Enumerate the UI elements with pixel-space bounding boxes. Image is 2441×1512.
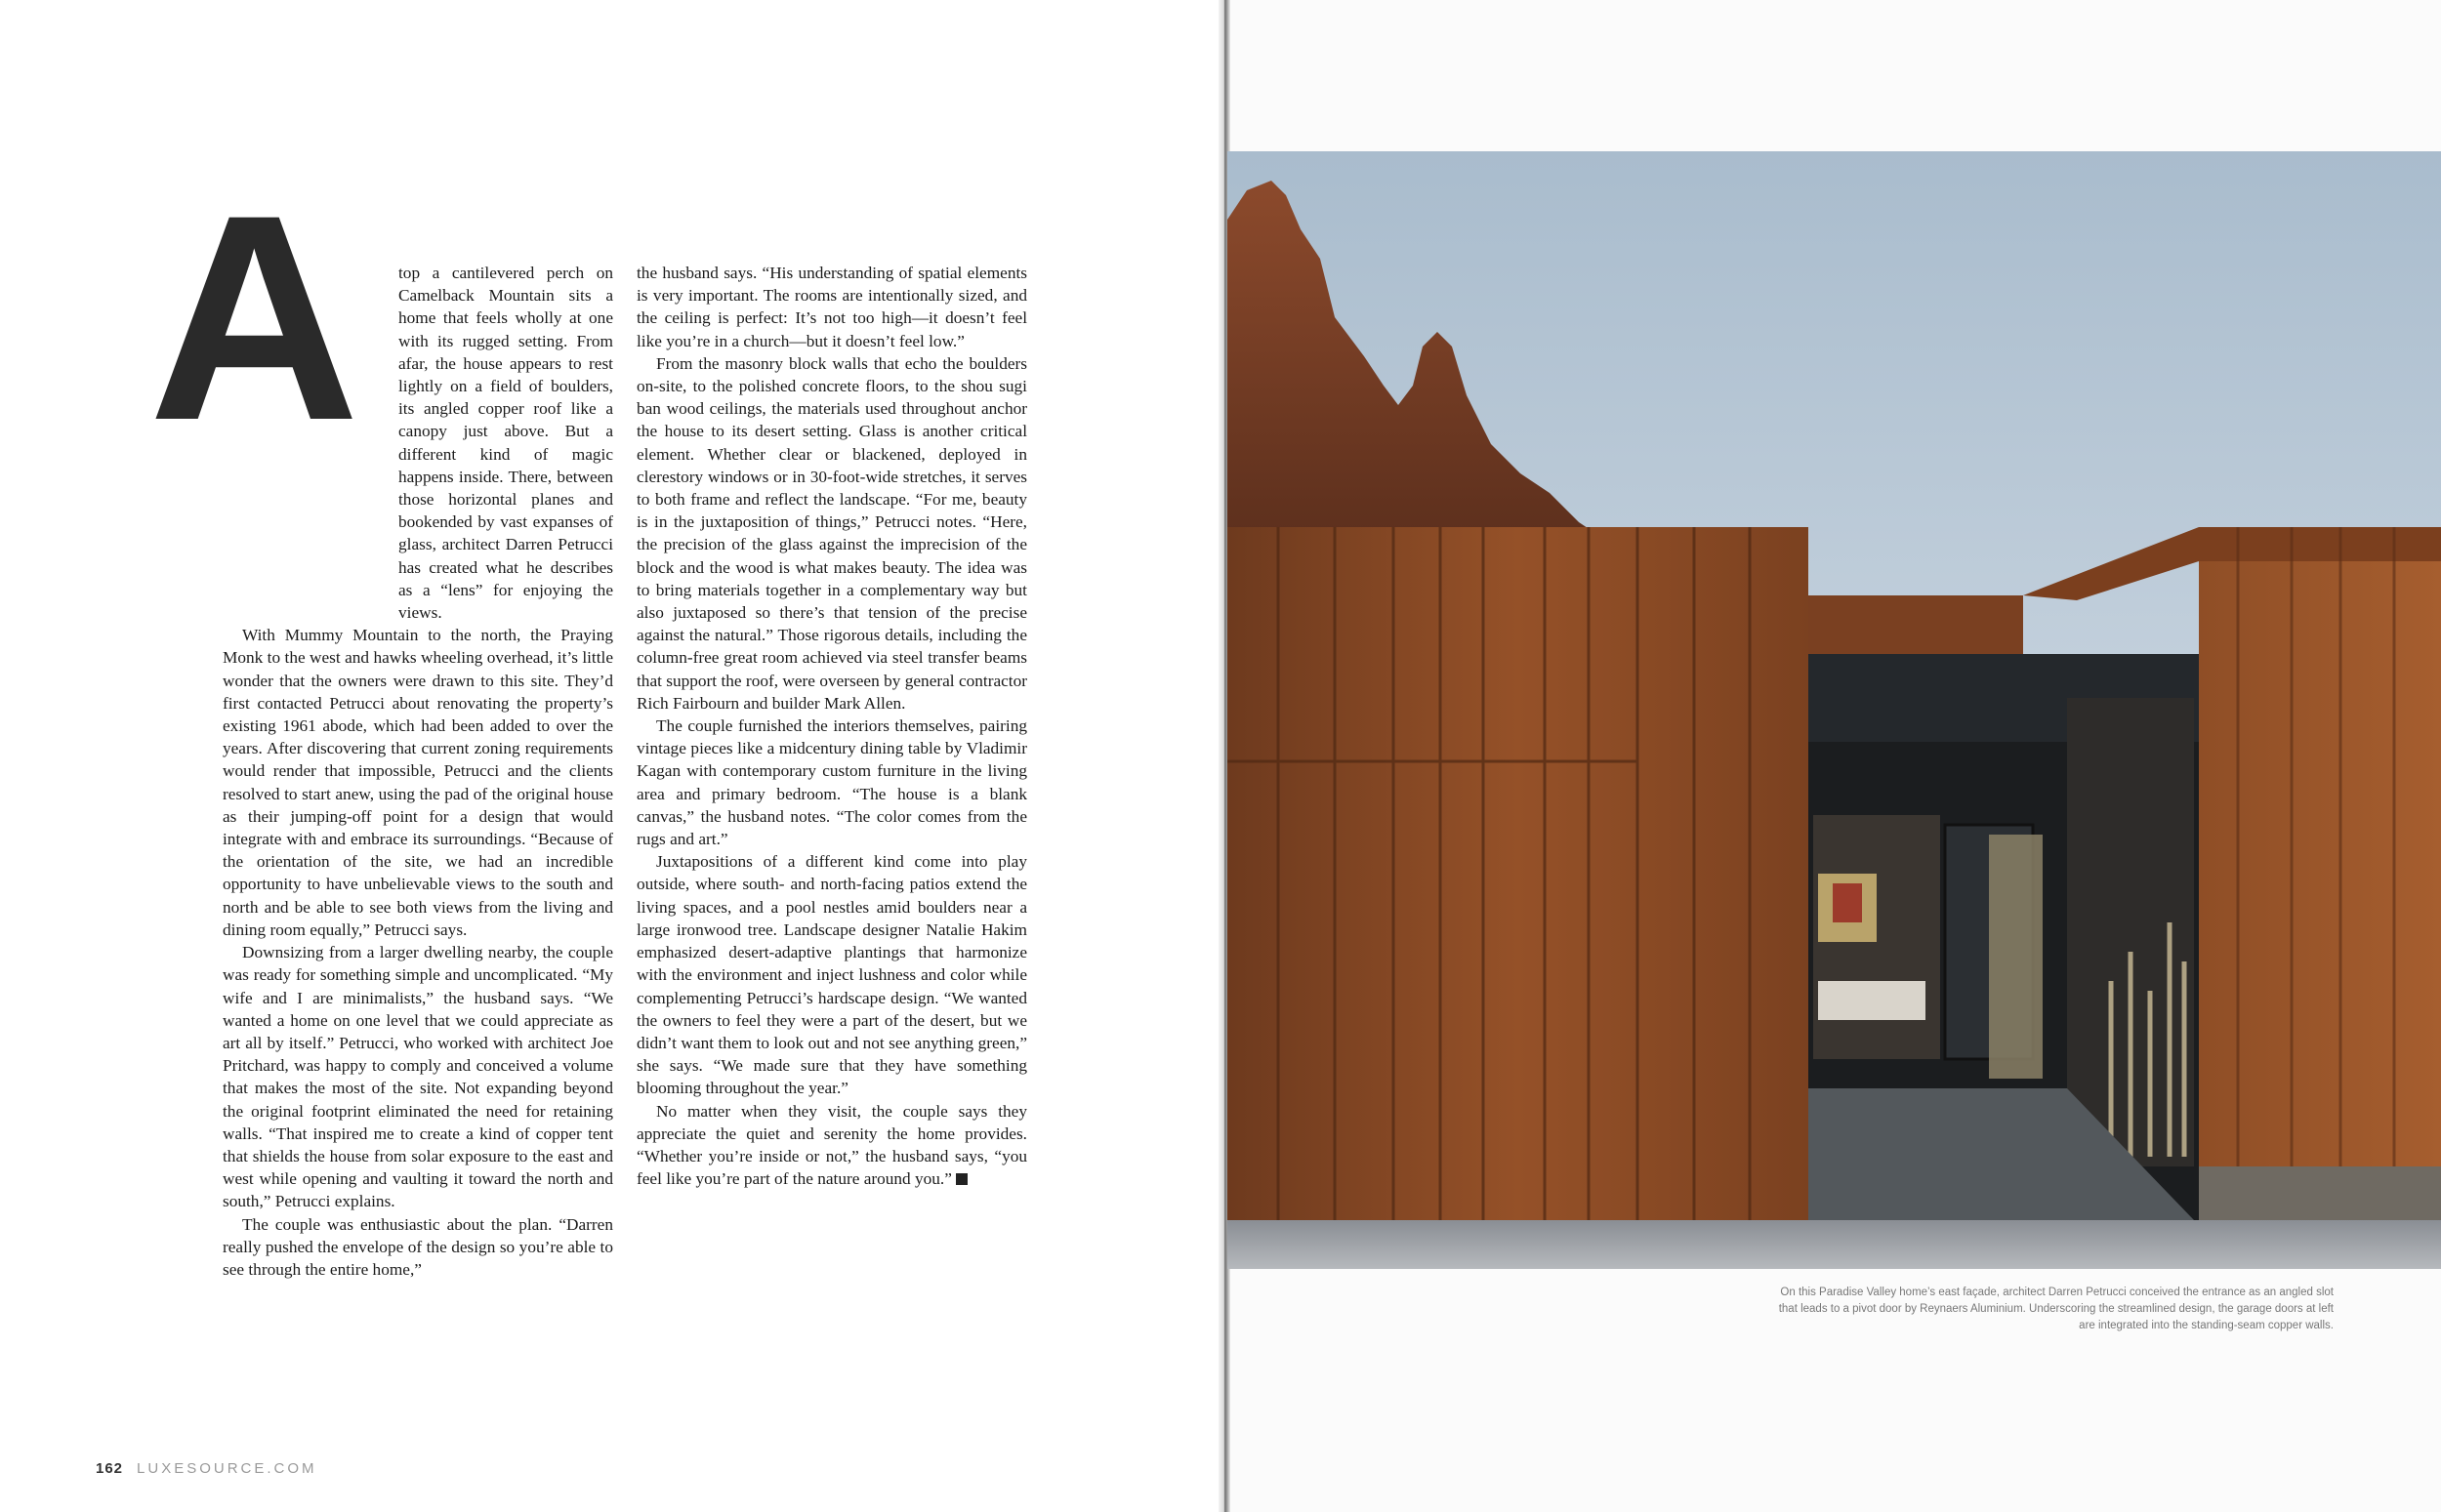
paragraph	[637, 1100, 1027, 1191]
photo-caption: On this Paradise Valley home’s east façade, architect Darren Petrucci conceived the entrance as an angled slot that leads to a pivot door by Reynaers Aluminium. Underscoring the streamlined design, the garage doors at left are integrated into the standing-seam copper walls.	[1778, 1287, 2334, 1331]
paragraph: The couple furnished the interiors themselves, pairing vintage pieces like a midcentury dining table by Vladimir Kagan with contemporary custom furniture in the living area and primary bedroom. “The house is a blank canvas,” the husband notes. “The color comes from the rugs and art.”	[637, 716, 1027, 849]
end-mark-icon	[956, 1173, 968, 1185]
paragraph: From the masonry block walls that echo the boulders on-site, to the polished concrete floors, to the shou sugi ban wood ceilings, the materials used throughout anchor the house to its desert setting. Glass is another critical element. Whether clear or blackened, deployed in clerestory windows or in 30-foot-wide stretches, it serves to both frame and reflect the landscape. “For me, beauty is in the juxtaposition of things,” Petrucci notes. “Here, the precision of the glass against the imprecision of the block and the wood is what makes beauty. The idea was to bring materials together in a complementary way but also juxtaposed so there’s that tension of the precise against the natural.” Those rigorous details, including the column-free great room achieved via steel transfer beams that support the roof, were overseen by general contractor Rich Fairbourn and builder Mark Allen.	[637, 353, 1027, 713]
article-column-2	[637, 262, 1027, 1190]
copper-wall-left	[1227, 527, 1808, 1220]
copper-wall-right	[2199, 527, 2441, 1220]
page-footer	[96, 1460, 317, 1477]
ground-pavement	[1227, 1220, 2441, 1269]
paragraph: the husband says. “His understanding of spatial elements is very important. The rooms are intentionally sized, and the ceiling is perfect: It’s not too high—it doesn’t feel like you’re in a church—but it doesn’t feel low.”	[637, 264, 1027, 350]
closing-text: No matter when they visit, the couple says they appreciate the quiet and serenity the home provides. “Whether you’re inside or not,” the husband says, “you feel like you’re part of the nature around you.”	[637, 1101, 1027, 1189]
house-photo-illustration	[1227, 151, 2441, 1269]
article-column-1	[223, 262, 613, 1281]
paragraph: With Mummy Mountain to the north, the Praying Monk to the west and hawks wheeling overhead, it’s little wonder that the owners were drawn to this site. They’d first contacted Petrucci about renovating the property’s existing 1961 abode, which had been added to over the years. After discovering that current zoning requirements would render that impossible, Petrucci and the clients resolved to start anew, using the pad of the original house as their jumping-off point for a design that would integrate with and embrace its surroundings. “Because of the orientation of the site, we had an incredible opportunity to have unbelievable views to the south and north and be able to see both views from the living and dining room equally,” Petrucci says.	[223, 626, 613, 939]
paragraph: The couple was enthusiastic about the plan. “Darren really pushed the envelope of the design so you’re able to see through the entire home,”	[223, 1214, 613, 1279]
paragraph	[223, 262, 613, 624]
house-photo	[1227, 151, 2441, 1269]
paragraph: Downsizing from a larger dwelling nearby, the couple was ready for something simple and uncomplicated. “My wife and I are minimalists,” the husband says. “We wanted a home on one level that we could appreciate as art all by itself.” Petrucci, who worked with architect Joe Pritchard, was happy to comply and conceived a volume that makes the most of the site. Not expanding beyond the original footprint eliminated the need for retaining walls. “That inspired me to create a kind of copper tent that shields the house from solar exposure to the east and west while opening and vaulting it toward the north and south,” Petrucci explains.	[223, 943, 613, 1211]
site-name: LUXESOURCE.COM	[137, 1460, 317, 1477]
lead-text: top a cantilevered perch on Camelback Mountain sits a home that feels wholly at one with its rugged setting. From afar, the house appears to rest lightly on a field of boulders, its angled copper roof like a canopy just above. But a different kind of magic happens inside. There, between those horizontal planes and bookended by vast expanses of glass, architect Darren Petrucci has created what he describes as a “lens” for enjoying the views.	[398, 264, 613, 623]
page-number: 162	[96, 1460, 124, 1477]
drop-cap: A	[148, 153, 356, 481]
paragraph: Juxtapositions of a different kind come into play outside, where south- and north-facing patios extend the living spaces, and a pool nestles amid boulders near a large ironwood tree. Landscape designer Natalie Hakim emphasized desert-adaptive plantings that harmonize with the environment and inject lushness and color while complementing Petrucci’s hardscape design. “We wanted the owners to feel they were a part of the desert, but we didn’t want them to look out and not see anything green,” she says. “We made sure that they have something blooming throughout the year.”	[637, 852, 1027, 1098]
